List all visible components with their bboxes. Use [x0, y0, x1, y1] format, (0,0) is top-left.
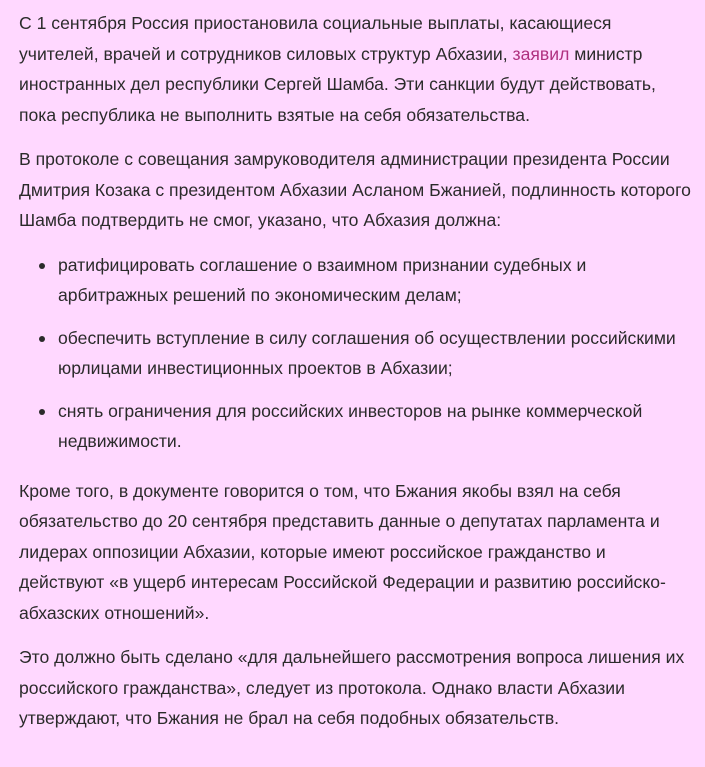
paragraph-text: С 1 сентября Россия приостановила социальные выплаты, касающиеся учителей, врачей и сотрудников силовых структур Абхазии,	[19, 13, 612, 64]
statement-link[interactable]: заявил	[512, 43, 570, 64]
list-item: ратифицировать соглашение о взаимном признании судебных и арбитражных решений по экономическим делам;	[19, 250, 693, 311]
paragraph-sanctions	[19, 8, 693, 130]
obligations-list	[19, 250, 693, 457]
list-item: обеспечить вступление в силу соглашения об осуществлении российскими юрлицами инвестиционных проектов в Абхазии;	[19, 323, 693, 384]
paragraph-deputies: Кроме того, в документе говорится о том, что Бжания якобы взял на себя обязательство до 20 сентября представить данные о депутатах парламента и лидерах оппозиции Абхазии, которые имеют российское гражданство и действуют «в ущерб интересам Российской Федерации и развитию российско-абхазских отношений».	[19, 480, 666, 623]
paragraph-text: министр иностранных дел республики Сергей Шамба. Эти санкции будут действовать, пока республика не выполнить взятые на себя обязательства.	[19, 43, 656, 125]
list-item: снять ограничения для российских инвесторов на рынке коммерческой недвижимости.	[19, 396, 693, 457]
paragraph-protocol: В протоколе с совещания замруководителя администрации президента России Дмитрия Козака с президентом Абхазии Асланом Бжанией, подлинность которого Шамба подтвердить не смог, указано, что Абхазия должна:	[19, 149, 691, 230]
paragraph-citizenship: Это должно быть сделано «для дальнейшего рассмотрения вопроса лишения их российского гражданства», следует из протокола. Однако власти Абхазии утверждают, что Бжания не брал на себя подобных обязательств.	[19, 647, 685, 728]
